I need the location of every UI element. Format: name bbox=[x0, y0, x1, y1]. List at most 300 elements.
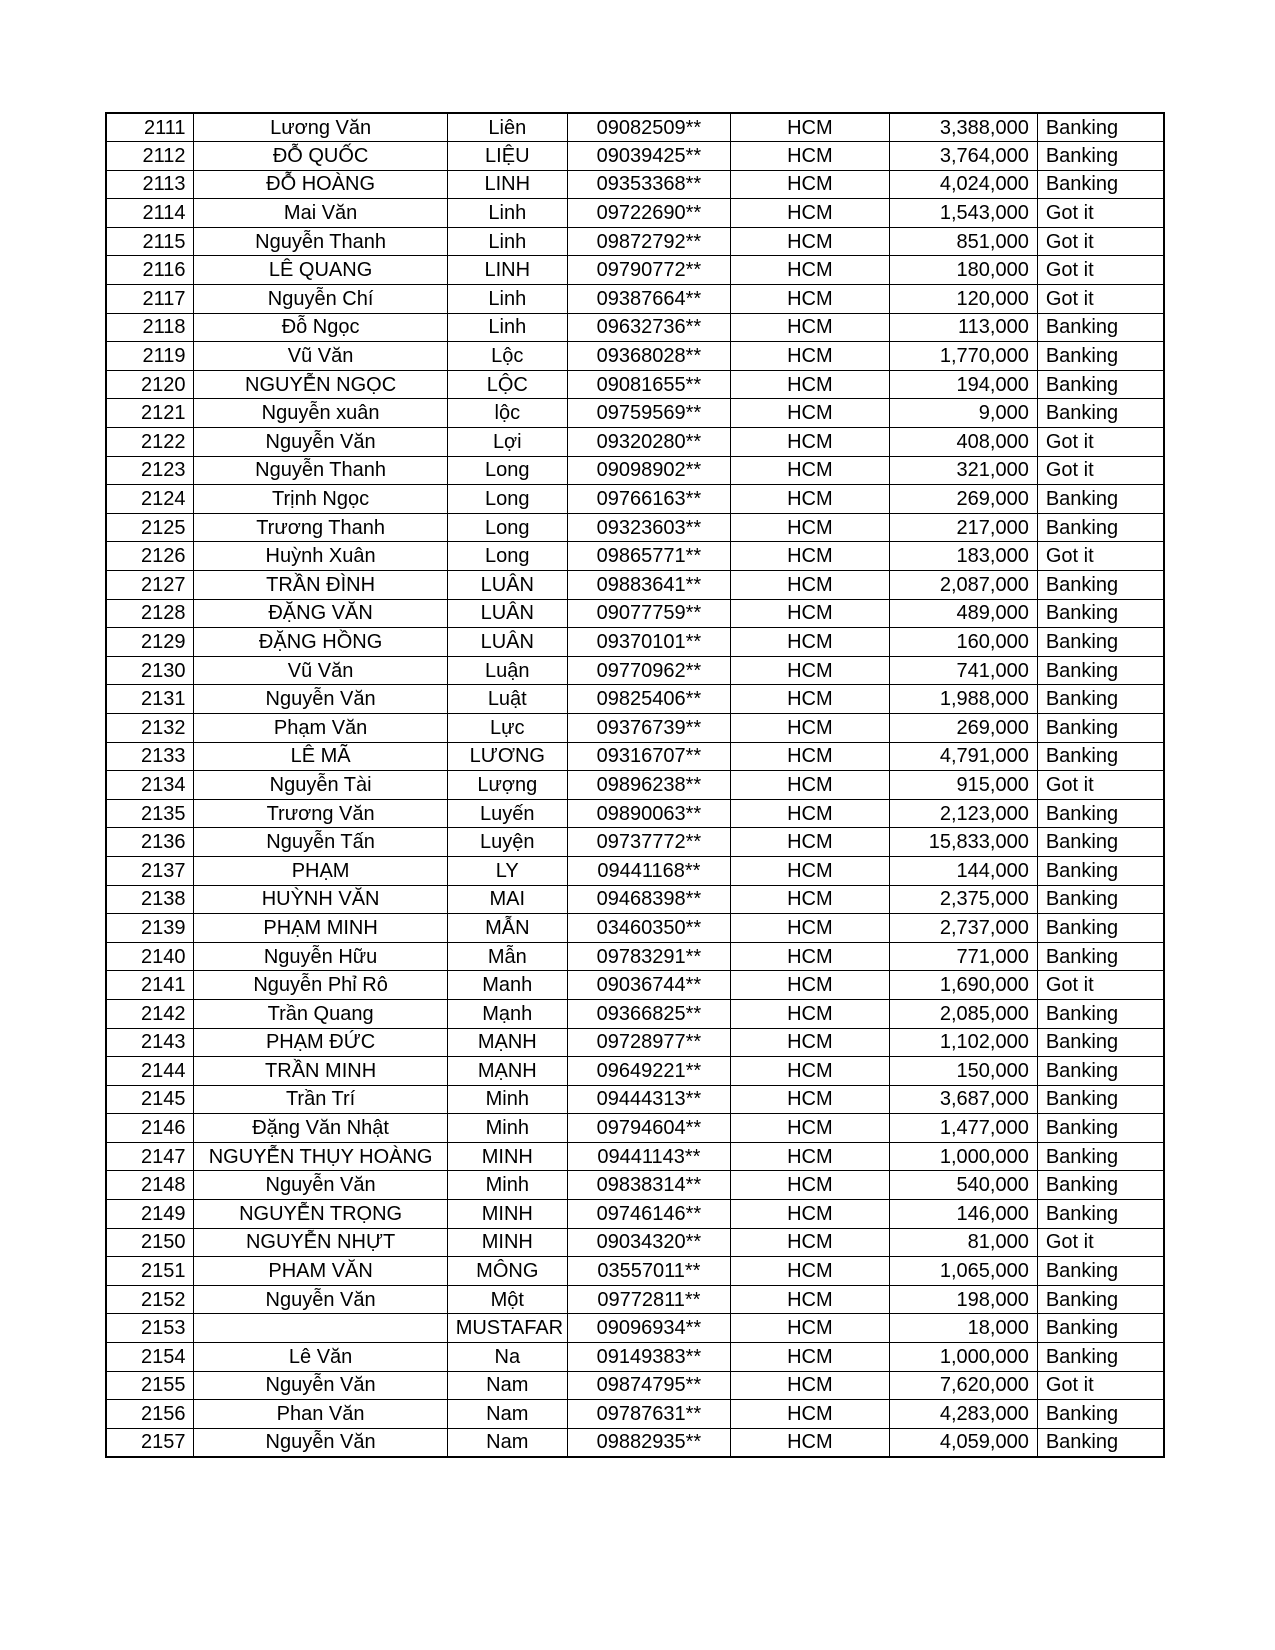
payment-method-cell: Banking bbox=[1037, 999, 1164, 1028]
last-name-cell: lộc bbox=[447, 399, 567, 428]
first-name-cell: Nguyễn Văn bbox=[194, 685, 447, 714]
city-cell: HCM bbox=[730, 142, 889, 171]
row-number-cell: 2124 bbox=[106, 485, 194, 514]
first-name-cell: Nguyễn Thanh bbox=[194, 227, 447, 256]
first-name-cell: Nguyễn Tài bbox=[194, 771, 447, 800]
city-cell: HCM bbox=[730, 1343, 889, 1372]
row-number-cell: 2139 bbox=[106, 914, 194, 943]
row-number-cell: 2125 bbox=[106, 513, 194, 542]
payment-method-cell: Banking bbox=[1037, 685, 1164, 714]
payment-method-cell: Banking bbox=[1037, 656, 1164, 685]
payment-method-cell: Banking bbox=[1037, 1285, 1164, 1314]
phone-cell: 09865771** bbox=[567, 542, 730, 571]
table-row bbox=[106, 113, 1164, 142]
city-cell: HCM bbox=[730, 742, 889, 771]
payment-method-cell: Banking bbox=[1037, 1400, 1164, 1429]
last-name-cell: MUSTAFAR bbox=[447, 1314, 567, 1343]
row-number-cell: 2145 bbox=[106, 1085, 194, 1114]
table-row bbox=[106, 828, 1164, 857]
row-number-cell: 2140 bbox=[106, 942, 194, 971]
first-name-cell: Nguyễn Văn bbox=[194, 428, 447, 457]
amount-cell: 1,000,000 bbox=[889, 1343, 1037, 1372]
last-name-cell: MINH bbox=[447, 1228, 567, 1257]
phone-cell: 09441168** bbox=[567, 856, 730, 885]
table-row bbox=[106, 656, 1164, 685]
row-number-cell: 2127 bbox=[106, 571, 194, 600]
payment-method-cell: Banking bbox=[1037, 885, 1164, 914]
payment-method-cell: Banking bbox=[1037, 370, 1164, 399]
amount-cell: 9,000 bbox=[889, 399, 1037, 428]
last-name-cell: MẪN bbox=[447, 914, 567, 943]
city-cell: HCM bbox=[730, 1400, 889, 1429]
city-cell: HCM bbox=[730, 885, 889, 914]
row-number-cell: 2138 bbox=[106, 885, 194, 914]
phone-cell: 09759569** bbox=[567, 399, 730, 428]
table-row bbox=[106, 856, 1164, 885]
row-number-cell: 2142 bbox=[106, 999, 194, 1028]
row-number-cell: 2122 bbox=[106, 428, 194, 457]
city-cell: HCM bbox=[730, 313, 889, 342]
first-name-cell: Huỳnh Xuân bbox=[194, 542, 447, 571]
city-cell: HCM bbox=[730, 771, 889, 800]
first-name-cell: ĐỖ HOÀNG bbox=[194, 170, 447, 199]
phone-cell: 09896238** bbox=[567, 771, 730, 800]
phone-cell: 09368028** bbox=[567, 342, 730, 371]
payment-method-cell: Banking bbox=[1037, 1028, 1164, 1057]
row-number-cell: 2153 bbox=[106, 1314, 194, 1343]
table-row bbox=[106, 971, 1164, 1000]
city-cell: HCM bbox=[730, 1314, 889, 1343]
row-number-cell: 2112 bbox=[106, 142, 194, 171]
phone-cell: 03557011** bbox=[567, 1257, 730, 1286]
amount-cell: 146,000 bbox=[889, 1200, 1037, 1229]
first-name-cell: Nguyễn Phỉ Rô bbox=[194, 971, 447, 1000]
phone-cell: 09320280** bbox=[567, 428, 730, 457]
first-name-cell: ĐỖ QUỐC bbox=[194, 142, 447, 171]
table-row bbox=[106, 1285, 1164, 1314]
phone-cell: 09787631** bbox=[567, 1400, 730, 1429]
phone-cell: 09728977** bbox=[567, 1028, 730, 1057]
last-name-cell: Lợi bbox=[447, 428, 567, 457]
last-name-cell: Long bbox=[447, 513, 567, 542]
amount-cell: 1,102,000 bbox=[889, 1028, 1037, 1057]
phone-cell: 09082509** bbox=[567, 113, 730, 142]
amount-cell: 269,000 bbox=[889, 713, 1037, 742]
first-name-cell: PHẠM bbox=[194, 856, 447, 885]
payment-method-cell: Banking bbox=[1037, 485, 1164, 514]
row-number-cell: 2116 bbox=[106, 256, 194, 285]
row-number-cell: 2149 bbox=[106, 1200, 194, 1229]
first-name-cell: Trần Quang bbox=[194, 999, 447, 1028]
amount-cell: 771,000 bbox=[889, 942, 1037, 971]
first-name-cell: Phạm Văn bbox=[194, 713, 447, 742]
amount-cell: 408,000 bbox=[889, 428, 1037, 457]
amount-cell: 741,000 bbox=[889, 656, 1037, 685]
row-number-cell: 2136 bbox=[106, 828, 194, 857]
table-row bbox=[106, 485, 1164, 514]
payment-method-cell: Banking bbox=[1037, 1257, 1164, 1286]
phone-cell: 09353368** bbox=[567, 170, 730, 199]
amount-cell: 183,000 bbox=[889, 542, 1037, 571]
table-row bbox=[106, 227, 1164, 256]
city-cell: HCM bbox=[730, 285, 889, 314]
row-number-cell: 2150 bbox=[106, 1228, 194, 1257]
phone-cell: 09722690** bbox=[567, 199, 730, 228]
payment-method-cell: Banking bbox=[1037, 914, 1164, 943]
first-name-cell: LÊ QUANG bbox=[194, 256, 447, 285]
city-cell: HCM bbox=[730, 256, 889, 285]
amount-cell: 1,770,000 bbox=[889, 342, 1037, 371]
last-name-cell: Một bbox=[447, 1285, 567, 1314]
last-name-cell: LƯƠNG bbox=[447, 742, 567, 771]
row-number-cell: 2141 bbox=[106, 971, 194, 1000]
last-name-cell: Linh bbox=[447, 313, 567, 342]
first-name-cell: TRẦN ĐÌNH bbox=[194, 571, 447, 600]
city-cell: HCM bbox=[730, 542, 889, 571]
phone-cell: 09794604** bbox=[567, 1114, 730, 1143]
amount-cell: 2,375,000 bbox=[889, 885, 1037, 914]
row-number-cell: 2147 bbox=[106, 1142, 194, 1171]
phone-cell: 09882935** bbox=[567, 1428, 730, 1457]
last-name-cell: Luận bbox=[447, 656, 567, 685]
table-row bbox=[106, 542, 1164, 571]
payment-method-cell: Banking bbox=[1037, 513, 1164, 542]
city-cell: HCM bbox=[730, 971, 889, 1000]
last-name-cell: LIỆU bbox=[447, 142, 567, 171]
phone-cell: 09096934** bbox=[567, 1314, 730, 1343]
row-number-cell: 2115 bbox=[106, 227, 194, 256]
table-row bbox=[106, 1314, 1164, 1343]
payment-method-cell: Banking bbox=[1037, 942, 1164, 971]
row-number-cell: 2134 bbox=[106, 771, 194, 800]
amount-cell: 3,687,000 bbox=[889, 1085, 1037, 1114]
payment-method-cell: Got it bbox=[1037, 256, 1164, 285]
payout-sheet bbox=[105, 112, 1165, 1458]
last-name-cell: LUÂN bbox=[447, 571, 567, 600]
table-row bbox=[106, 513, 1164, 542]
city-cell: HCM bbox=[730, 1171, 889, 1200]
amount-cell: 2,123,000 bbox=[889, 799, 1037, 828]
last-name-cell: Nam bbox=[447, 1428, 567, 1457]
row-number-cell: 2157 bbox=[106, 1428, 194, 1457]
first-name-cell: PHẠM MINH bbox=[194, 914, 447, 943]
phone-cell: 09825406** bbox=[567, 685, 730, 714]
amount-cell: 1,988,000 bbox=[889, 685, 1037, 714]
first-name-cell: Trần Trí bbox=[194, 1085, 447, 1114]
row-number-cell: 2114 bbox=[106, 199, 194, 228]
payment-method-cell: Banking bbox=[1037, 113, 1164, 142]
last-name-cell: LỘC bbox=[447, 370, 567, 399]
last-name-cell: Mạnh bbox=[447, 999, 567, 1028]
city-cell: HCM bbox=[730, 1200, 889, 1229]
table-row bbox=[106, 1371, 1164, 1400]
table-row bbox=[106, 142, 1164, 171]
city-cell: HCM bbox=[730, 1257, 889, 1286]
amount-cell: 3,388,000 bbox=[889, 113, 1037, 142]
row-number-cell: 2111 bbox=[106, 113, 194, 142]
city-cell: HCM bbox=[730, 170, 889, 199]
row-number-cell: 2156 bbox=[106, 1400, 194, 1429]
payment-method-cell: Got it bbox=[1037, 771, 1164, 800]
first-name-cell: NGUYỄN NGỌC bbox=[194, 370, 447, 399]
payment-method-cell: Got it bbox=[1037, 456, 1164, 485]
last-name-cell: Nam bbox=[447, 1400, 567, 1429]
payment-method-cell: Banking bbox=[1037, 571, 1164, 600]
first-name-cell: Phan Văn bbox=[194, 1400, 447, 1429]
payment-method-cell: Got it bbox=[1037, 199, 1164, 228]
payment-method-cell: Got it bbox=[1037, 1228, 1164, 1257]
amount-cell: 81,000 bbox=[889, 1228, 1037, 1257]
phone-cell: 09746146** bbox=[567, 1200, 730, 1229]
payment-method-cell: Got it bbox=[1037, 428, 1164, 457]
city-cell: HCM bbox=[730, 599, 889, 628]
phone-cell: 09098902** bbox=[567, 456, 730, 485]
amount-cell: 7,620,000 bbox=[889, 1371, 1037, 1400]
table-row bbox=[106, 942, 1164, 971]
amount-cell: 217,000 bbox=[889, 513, 1037, 542]
city-cell: HCM bbox=[730, 999, 889, 1028]
amount-cell: 3,764,000 bbox=[889, 142, 1037, 171]
phone-cell: 09034320** bbox=[567, 1228, 730, 1257]
amount-cell: 113,000 bbox=[889, 313, 1037, 342]
table-row bbox=[106, 1142, 1164, 1171]
last-name-cell: Luyến bbox=[447, 799, 567, 828]
phone-cell: 09883641** bbox=[567, 571, 730, 600]
city-cell: HCM bbox=[730, 1085, 889, 1114]
payment-method-cell: Banking bbox=[1037, 599, 1164, 628]
last-name-cell: Long bbox=[447, 456, 567, 485]
payment-method-cell: Banking bbox=[1037, 628, 1164, 657]
first-name-cell: PHAM VĂN bbox=[194, 1257, 447, 1286]
city-cell: HCM bbox=[730, 1028, 889, 1057]
table-row bbox=[106, 1114, 1164, 1143]
payment-method-cell: Banking bbox=[1037, 1343, 1164, 1372]
amount-cell: 1,477,000 bbox=[889, 1114, 1037, 1143]
row-number-cell: 2133 bbox=[106, 742, 194, 771]
amount-cell: 15,833,000 bbox=[889, 828, 1037, 857]
phone-cell: 09790772** bbox=[567, 256, 730, 285]
payment-method-cell: Banking bbox=[1037, 1114, 1164, 1143]
phone-cell: 09081655** bbox=[567, 370, 730, 399]
row-number-cell: 2126 bbox=[106, 542, 194, 571]
last-name-cell: Linh bbox=[447, 199, 567, 228]
first-name-cell: PHẠM ĐỨC bbox=[194, 1028, 447, 1057]
first-name-cell: HUỲNH VĂN bbox=[194, 885, 447, 914]
amount-cell: 2,087,000 bbox=[889, 571, 1037, 600]
payment-method-cell: Got it bbox=[1037, 285, 1164, 314]
payment-method-cell: Banking bbox=[1037, 828, 1164, 857]
phone-cell: 09323603** bbox=[567, 513, 730, 542]
row-number-cell: 2135 bbox=[106, 799, 194, 828]
last-name-cell: Na bbox=[447, 1343, 567, 1372]
last-name-cell: LUÂN bbox=[447, 628, 567, 657]
first-name-cell: Đỗ Ngọc bbox=[194, 313, 447, 342]
city-cell: HCM bbox=[730, 428, 889, 457]
city-cell: HCM bbox=[730, 1371, 889, 1400]
table-row bbox=[106, 628, 1164, 657]
first-name-cell: Nguyễn Văn bbox=[194, 1285, 447, 1314]
table-row bbox=[106, 285, 1164, 314]
row-number-cell: 2120 bbox=[106, 370, 194, 399]
last-name-cell: Nam bbox=[447, 1371, 567, 1400]
last-name-cell: MAI bbox=[447, 885, 567, 914]
payment-method-cell: Banking bbox=[1037, 1142, 1164, 1171]
last-name-cell: Mẫn bbox=[447, 942, 567, 971]
last-name-cell: LUÂN bbox=[447, 599, 567, 628]
amount-cell: 120,000 bbox=[889, 285, 1037, 314]
last-name-cell: Long bbox=[447, 542, 567, 571]
table-row bbox=[106, 199, 1164, 228]
phone-cell: 09783291** bbox=[567, 942, 730, 971]
last-name-cell: Luật bbox=[447, 685, 567, 714]
first-name-cell: Nguyễn xuân bbox=[194, 399, 447, 428]
city-cell: HCM bbox=[730, 628, 889, 657]
table-row bbox=[106, 571, 1164, 600]
table-row bbox=[106, 342, 1164, 371]
row-number-cell: 2152 bbox=[106, 1285, 194, 1314]
amount-cell: 150,000 bbox=[889, 1057, 1037, 1086]
last-name-cell: MẠNH bbox=[447, 1028, 567, 1057]
row-number-cell: 2151 bbox=[106, 1257, 194, 1286]
table-row bbox=[106, 256, 1164, 285]
row-number-cell: 2119 bbox=[106, 342, 194, 371]
table-row bbox=[106, 428, 1164, 457]
phone-cell: 09366825** bbox=[567, 999, 730, 1028]
amount-cell: 194,000 bbox=[889, 370, 1037, 399]
table-row bbox=[106, 742, 1164, 771]
table-row bbox=[106, 399, 1164, 428]
city-cell: HCM bbox=[730, 399, 889, 428]
city-cell: HCM bbox=[730, 370, 889, 399]
first-name-cell: ĐẶNG VĂN bbox=[194, 599, 447, 628]
row-number-cell: 2132 bbox=[106, 713, 194, 742]
first-name-cell: NGUYỄN THỤY HOÀNG bbox=[194, 1142, 447, 1171]
table-row bbox=[106, 1257, 1164, 1286]
payment-method-cell: Banking bbox=[1037, 1200, 1164, 1229]
last-name-cell: Lộc bbox=[447, 342, 567, 371]
last-name-cell: MÔNG bbox=[447, 1257, 567, 1286]
row-number-cell: 2146 bbox=[106, 1114, 194, 1143]
first-name-cell: TRẦN MINH bbox=[194, 1057, 447, 1086]
first-name-cell: NGUYỄN NHỰT bbox=[194, 1228, 447, 1257]
city-cell: HCM bbox=[730, 113, 889, 142]
table-row bbox=[106, 1200, 1164, 1229]
phone-cell: 09444313** bbox=[567, 1085, 730, 1114]
city-cell: HCM bbox=[730, 1228, 889, 1257]
amount-cell: 180,000 bbox=[889, 256, 1037, 285]
last-name-cell: LY bbox=[447, 856, 567, 885]
row-number-cell: 2144 bbox=[106, 1057, 194, 1086]
city-cell: HCM bbox=[730, 227, 889, 256]
last-name-cell: MẠNH bbox=[447, 1057, 567, 1086]
row-number-cell: 2137 bbox=[106, 856, 194, 885]
table-row bbox=[106, 170, 1164, 199]
payment-method-cell: Banking bbox=[1037, 1057, 1164, 1086]
payment-method-cell: Got it bbox=[1037, 542, 1164, 571]
first-name-cell: Vũ Văn bbox=[194, 342, 447, 371]
payment-method-cell: Banking bbox=[1037, 1171, 1164, 1200]
phone-cell: 09441143** bbox=[567, 1142, 730, 1171]
amount-cell: 160,000 bbox=[889, 628, 1037, 657]
city-cell: HCM bbox=[730, 799, 889, 828]
phone-cell: 09316707** bbox=[567, 742, 730, 771]
first-name-cell: Nguyễn Chí bbox=[194, 285, 447, 314]
first-name-cell: Nguyễn Văn bbox=[194, 1428, 447, 1457]
amount-cell: 2,085,000 bbox=[889, 999, 1037, 1028]
phone-cell: 09387664** bbox=[567, 285, 730, 314]
table-row bbox=[106, 313, 1164, 342]
payment-method-cell: Banking bbox=[1037, 1085, 1164, 1114]
first-name-cell: Nguyễn Văn bbox=[194, 1371, 447, 1400]
phone-cell: 09649221** bbox=[567, 1057, 730, 1086]
payout-table bbox=[105, 112, 1165, 1458]
amount-cell: 144,000 bbox=[889, 856, 1037, 885]
last-name-cell: Long bbox=[447, 485, 567, 514]
first-name-cell: Nguyễn Thanh bbox=[194, 456, 447, 485]
city-cell: HCM bbox=[730, 828, 889, 857]
amount-cell: 851,000 bbox=[889, 227, 1037, 256]
row-number-cell: 2123 bbox=[106, 456, 194, 485]
last-name-cell: Minh bbox=[447, 1085, 567, 1114]
payment-method-cell: Banking bbox=[1037, 1314, 1164, 1343]
phone-cell: 09077759** bbox=[567, 599, 730, 628]
city-cell: HCM bbox=[730, 456, 889, 485]
last-name-cell: MINH bbox=[447, 1200, 567, 1229]
amount-cell: 4,024,000 bbox=[889, 170, 1037, 199]
row-number-cell: 2155 bbox=[106, 1371, 194, 1400]
last-name-cell: LINH bbox=[447, 256, 567, 285]
row-number-cell: 2117 bbox=[106, 285, 194, 314]
row-number-cell: 2121 bbox=[106, 399, 194, 428]
city-cell: HCM bbox=[730, 199, 889, 228]
amount-cell: 321,000 bbox=[889, 456, 1037, 485]
payment-method-cell: Banking bbox=[1037, 399, 1164, 428]
amount-cell: 18,000 bbox=[889, 1314, 1037, 1343]
first-name-cell bbox=[194, 1314, 447, 1343]
phone-cell: 09770962** bbox=[567, 656, 730, 685]
last-name-cell: Liên bbox=[447, 113, 567, 142]
amount-cell: 1,000,000 bbox=[889, 1142, 1037, 1171]
payment-method-cell: Banking bbox=[1037, 799, 1164, 828]
row-number-cell: 2143 bbox=[106, 1028, 194, 1057]
table-row bbox=[106, 914, 1164, 943]
first-name-cell: Trương Thanh bbox=[194, 513, 447, 542]
city-cell: HCM bbox=[730, 571, 889, 600]
payment-method-cell: Banking bbox=[1037, 142, 1164, 171]
phone-cell: 09874795** bbox=[567, 1371, 730, 1400]
first-name-cell: Đặng Văn Nhật bbox=[194, 1114, 447, 1143]
payment-method-cell: Got it bbox=[1037, 971, 1164, 1000]
payment-method-cell: Banking bbox=[1037, 313, 1164, 342]
last-name-cell: Linh bbox=[447, 285, 567, 314]
table-row bbox=[106, 885, 1164, 914]
amount-cell: 4,059,000 bbox=[889, 1428, 1037, 1457]
table-row bbox=[106, 1428, 1164, 1457]
last-name-cell: LINH bbox=[447, 170, 567, 199]
first-name-cell: Lê Văn bbox=[194, 1343, 447, 1372]
amount-cell: 1,065,000 bbox=[889, 1257, 1037, 1286]
city-cell: HCM bbox=[730, 856, 889, 885]
amount-cell: 915,000 bbox=[889, 771, 1037, 800]
last-name-cell: Luyện bbox=[447, 828, 567, 857]
payment-method-cell: Banking bbox=[1037, 1428, 1164, 1457]
table-row bbox=[106, 999, 1164, 1028]
table-body bbox=[106, 113, 1164, 1457]
phone-cell: 09872792** bbox=[567, 227, 730, 256]
phone-cell: 09370101** bbox=[567, 628, 730, 657]
payment-method-cell: Banking bbox=[1037, 342, 1164, 371]
amount-cell: 198,000 bbox=[889, 1285, 1037, 1314]
